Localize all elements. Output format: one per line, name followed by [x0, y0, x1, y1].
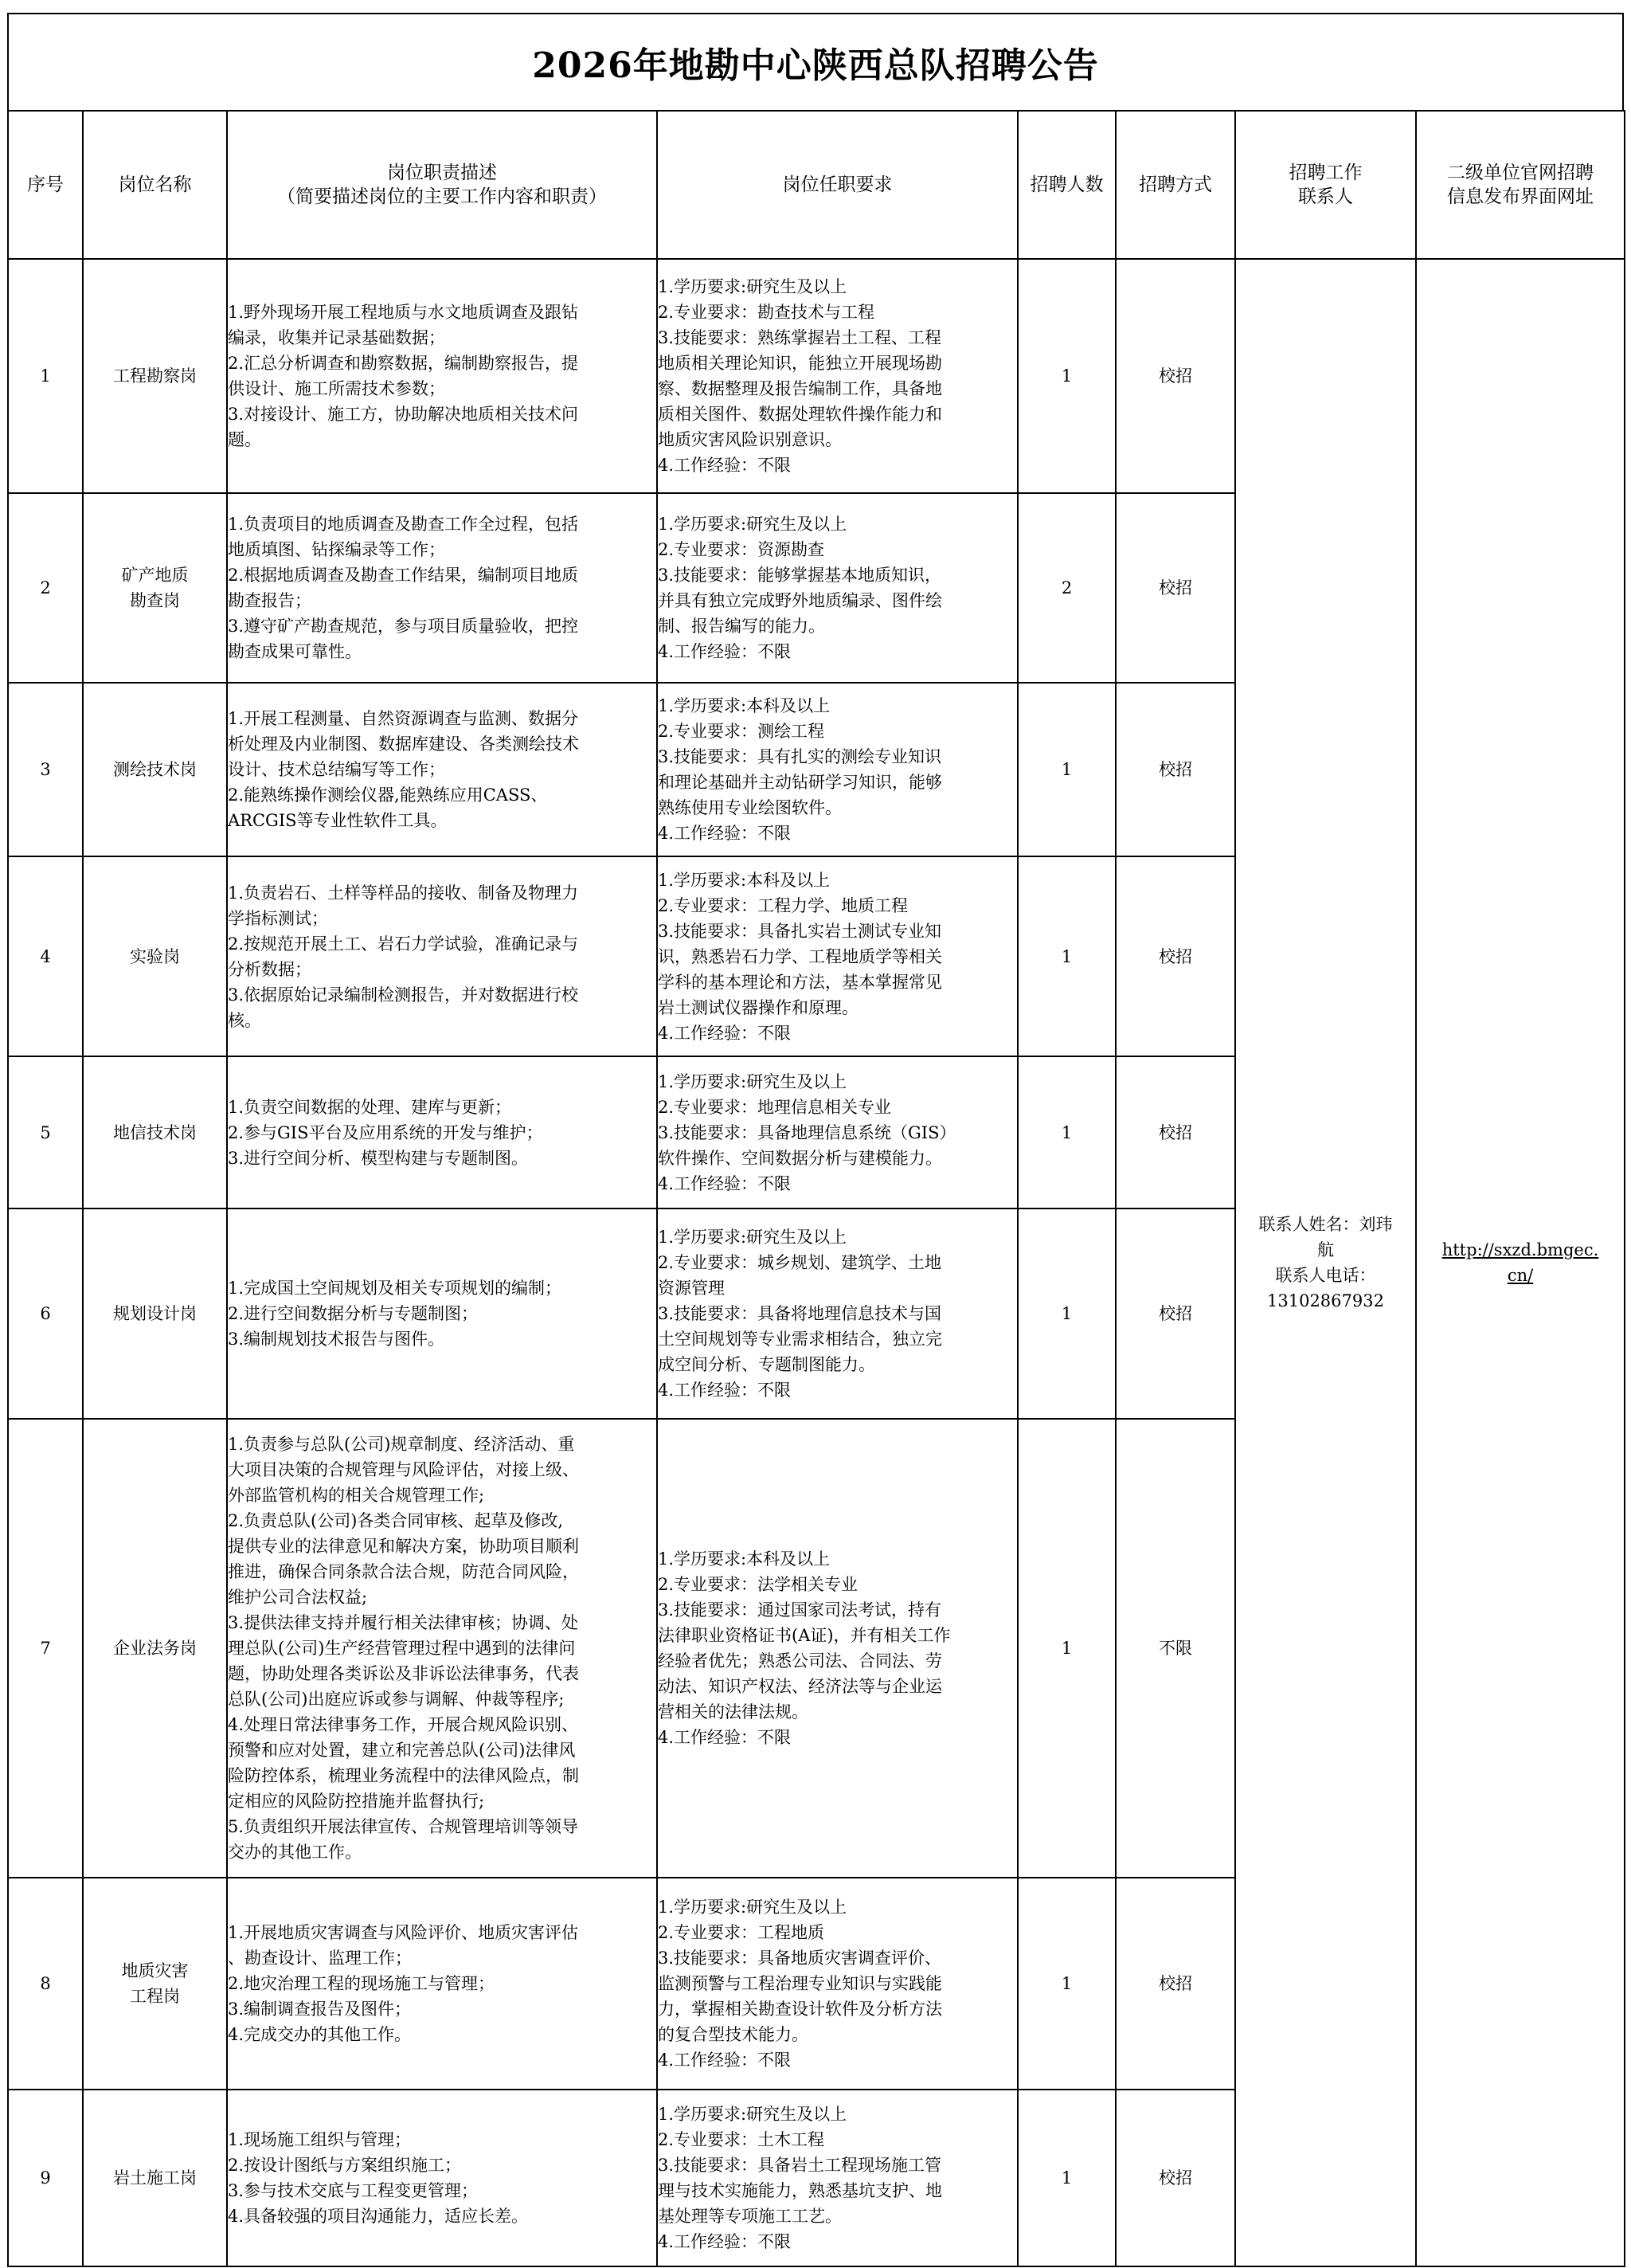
requirement-line: 1.学历要求:本科及以上 — [658, 696, 831, 715]
description-line: 大项目决策的合规管理与风险评估，对接上级、 — [228, 1460, 579, 1479]
requirement-line: 3.技能要求：具备将地理信息技术与国 — [658, 1304, 942, 1323]
cell-description — [227, 683, 657, 856]
requirement-line: 1.学历要求:研究生及以上 — [658, 1071, 847, 1091]
cell-method: 校招 — [1116, 2090, 1235, 2266]
cell-method: 校招 — [1116, 856, 1235, 1056]
description-line: 1.现场施工组织与管理； — [228, 2130, 412, 2149]
description-line: 2.负责总队(公司)各类合同审核、起草及修改, — [228, 1511, 564, 1530]
description-line: 2.参与GIS平台及应用系统的开发与维护； — [228, 1122, 543, 1142]
description-line: 预警和应对处置，建立和完善总队(公司)法律风 — [228, 1741, 576, 1760]
contact-line: 航 — [1317, 1240, 1334, 1259]
description-line: 3.对接设计、施工方，协助解决地质相关技术问 — [228, 405, 579, 424]
description-line: 提供专业的法律意见和解决方案，协助项目顺利 — [228, 1537, 579, 1556]
requirement-line: 识，熟悉岩石力学、工程地质学等相关 — [658, 946, 942, 966]
cell-position-name — [83, 1208, 227, 1419]
description-line: 3.遵守矿产勘查规范，参与项目质量验收，把控 — [228, 617, 579, 636]
requirement-line: 3.技能要求：具有扎实的测绘专业知识 — [658, 747, 942, 766]
cell-requirements — [657, 856, 1018, 1056]
header-seq: 序号 — [8, 111, 83, 259]
description-line: 5.负责组织开展法律宣传、合规管理培训等领导 — [228, 1817, 579, 1836]
requirement-line: 理与技术实施能力，熟悉基坑支护、地 — [658, 2181, 942, 2200]
requirement-line: 学科的基本理论和方法，基本掌握常见 — [658, 972, 942, 992]
cell-position-name — [83, 1878, 227, 2090]
requirement-line: 2.专业要求：勘查技术与工程 — [658, 303, 875, 322]
requirement-line: 地质相关理论知识，能独立开展现场勘 — [658, 354, 942, 373]
requirement-line: 3.技能要求：具备地质灾害调查评价、 — [658, 1949, 942, 1968]
cell-seq: 4 — [8, 856, 83, 1056]
description-line: 题。 — [228, 430, 261, 449]
description-line: 定相应的风险防控措施并监督执行; — [228, 1792, 485, 1811]
cell-description — [227, 2090, 657, 2266]
cell-seq: 7 — [8, 1419, 83, 1878]
description-line: 供设计、施工所需技术参数； — [228, 379, 445, 398]
header-requirements: 岗位任职要求 — [657, 111, 1018, 259]
requirement-line: 资源管理 — [658, 1279, 725, 1298]
position-name-line: 测绘技术岗 — [113, 760, 197, 779]
requirement-line: 4.工作经验：不限 — [658, 2051, 792, 2070]
cell-seq: 8 — [8, 1878, 83, 2090]
requirement-line: 3.技能要求：熟练掌握岩土工程、工程 — [658, 328, 942, 347]
description-line: 学指标测试； — [228, 908, 328, 928]
description-line: 勘查报告； — [228, 591, 311, 610]
description-line: 4.完成交办的其他工作。 — [228, 2025, 412, 2044]
cell-requirements — [657, 1208, 1018, 1419]
cell-count: 1 — [1018, 259, 1116, 493]
position-name-line: 矿产地质 — [121, 566, 189, 585]
description-line: 核。 — [228, 1010, 261, 1030]
cell-seq: 6 — [8, 1208, 83, 1419]
requirement-line: 1.学历要求:研究生及以上 — [658, 2105, 847, 2124]
cell-count: 1 — [1018, 2090, 1116, 2266]
description-line: 1.负责参与总队(公司)规章制度、经济活动、重 — [228, 1435, 575, 1454]
cell-count: 1 — [1018, 1878, 1116, 2090]
requirement-line: 熟练使用专业绘图软件。 — [658, 798, 842, 817]
description-line: 2.按设计图纸与方案组织施工； — [228, 2156, 462, 2175]
requirement-line: 4.工作经验：不限 — [658, 1728, 792, 1747]
cell-method: 校招 — [1116, 259, 1235, 493]
recruitment-table — [7, 110, 1625, 2267]
description-line: 4.具备较强的项目沟通能力，适应长差。 — [228, 2207, 529, 2226]
description-line: 1.野外现场开展工程地质与水文地质调查及跟钻 — [228, 303, 579, 322]
requirement-line: 营相关的法律法规。 — [658, 1702, 808, 1722]
description-line: 编录，收集并记录基础数据； — [228, 328, 445, 347]
position-name-line: 实验岗 — [130, 946, 180, 966]
table-header-row — [8, 111, 1625, 259]
cell-seq: 3 — [8, 683, 83, 856]
description-line: 、勘查设计、监理工作； — [228, 1949, 412, 1968]
description-line: 1.负责岩石、土样等样品的接收、制备及物理力 — [228, 883, 579, 903]
table-row — [8, 259, 1625, 493]
website-link-line: http://sxzd.bmgec. — [1441, 1240, 1599, 1259]
cell-description — [227, 493, 657, 683]
header-contact — [1235, 111, 1416, 259]
contact-line: 联系人电话： — [1275, 1266, 1376, 1285]
header-description-line: （简要描述岗位的主要工作内容和职责） — [277, 186, 607, 207]
cell-position-name — [83, 259, 227, 493]
position-name-line: 工程勘察岗 — [113, 366, 197, 386]
cell-count: 1 — [1018, 683, 1116, 856]
header-count: 招聘人数 — [1018, 111, 1116, 259]
description-line: 1.负责项目的地质调查及勘查工作全过程，包括 — [228, 515, 579, 534]
cell-position-name — [83, 683, 227, 856]
cell-requirements — [657, 493, 1018, 683]
description-line: 推进，确保合同条款合法合规，防范合同风险， — [228, 1562, 579, 1581]
requirement-line: 4.工作经验：不限 — [658, 1173, 792, 1193]
requirement-line: 软件操作、空间数据分析与建模能力。 — [658, 1148, 942, 1168]
requirement-line: 成空间分析、专题制图能力。 — [658, 1355, 875, 1374]
requirement-line: 2.专业要求：城乡规划、建筑学、土地 — [658, 1253, 942, 1272]
recruitment-website-link[interactable] — [1417, 1237, 1624, 1288]
cell-position-name — [83, 1419, 227, 1878]
requirement-line: 动法、知识产权法、经济法等与企业运 — [658, 1677, 942, 1696]
position-name-line: 工程岗 — [130, 1987, 180, 2006]
description-line: 2.根据地质调查及勘查工作结果，编制项目地质 — [228, 566, 579, 585]
requirement-line: 2.专业要求：测绘工程 — [658, 722, 825, 741]
cell-requirements — [657, 1419, 1018, 1878]
cell-description — [227, 1056, 657, 1208]
cell-description — [227, 1208, 657, 1419]
cell-description — [227, 856, 657, 1056]
requirement-line: 4.工作经验：不限 — [658, 1381, 792, 1400]
cell-method: 不限 — [1116, 1419, 1235, 1878]
requirement-line: 质相关图件、数据处理软件操作能力和 — [658, 405, 942, 424]
cell-contact — [1235, 259, 1416, 2266]
cell-description — [227, 1419, 657, 1878]
header-description — [227, 111, 657, 259]
requirement-line: 4.工作经验：不限 — [658, 642, 792, 661]
contact-line: 13102867932 — [1267, 1291, 1384, 1310]
description-line: 地质填图、钻探编录等工作； — [228, 540, 445, 559]
description-line: 设计、技术总结编写等工作； — [228, 760, 445, 779]
requirement-line: 2.专业要求：工程地质 — [658, 1923, 825, 1942]
requirement-line: 4.工作经验：不限 — [658, 2232, 792, 2251]
position-name-line: 勘查岗 — [130, 591, 180, 610]
requirement-line: 1.学历要求:研究生及以上 — [658, 277, 847, 296]
description-line: 3.编制调查报告及图件； — [228, 2000, 412, 2019]
requirement-line: 1.学历要求:研究生及以上 — [658, 1228, 847, 1247]
cell-seq: 5 — [8, 1056, 83, 1208]
requirement-line: 1.学历要求:研究生及以上 — [658, 515, 847, 534]
cell-count: 1 — [1018, 856, 1116, 1056]
description-line: 险防控体系，梳理业务流程中的法律风险点，制 — [228, 1766, 579, 1785]
requirement-line: 并具有独立完成野外地质编录、图件绘 — [658, 591, 942, 610]
requirement-line: 地质灾害风险识别意识。 — [658, 430, 842, 449]
cell-method: 校招 — [1116, 1208, 1235, 1419]
requirement-line: 和理论基础并主动钻研学习知识，能够 — [658, 773, 942, 792]
requirement-line: 3.技能要求：具备扎实岩土测试专业知 — [658, 921, 942, 941]
header-contact-line: 联系人 — [1298, 186, 1353, 207]
description-line: 4.处理日常法律事务工作，开展合规风险识别、 — [228, 1715, 579, 1734]
cell-method: 校招 — [1116, 493, 1235, 683]
cell-count: 2 — [1018, 493, 1116, 683]
requirement-line: 3.技能要求：具备岩土工程现场施工管 — [658, 2156, 942, 2175]
requirement-line: 力，掌握相关勘查设计软件及分析方法 — [658, 2000, 942, 2019]
page-title: 2026年地勘中心陕西总队招聘公告 — [7, 13, 1624, 110]
description-line: ARCGIS等专业性软件工具。 — [228, 811, 448, 830]
description-line: 交办的其他工作。 — [228, 1843, 362, 1862]
description-line: 勘查成果可靠性。 — [228, 642, 362, 661]
requirement-line: 2.专业要求：土木工程 — [658, 2130, 825, 2149]
cell-position-name — [83, 856, 227, 1056]
requirement-line: 经验者优先；熟悉公司法、合同法、劳 — [658, 1651, 942, 1671]
cell-requirements — [657, 1056, 1018, 1208]
description-line: 外部监管机构的相关合规管理工作; — [228, 1486, 485, 1505]
requirement-line: 4.工作经验：不限 — [658, 824, 792, 843]
requirement-line: 监测预警与工程治理专业知识与实践能 — [658, 1974, 942, 1993]
header-website — [1416, 111, 1625, 259]
cell-count: 1 — [1018, 1056, 1116, 1208]
requirement-line: 法律职业资格证书(A证)，并有相关工作 — [658, 1626, 951, 1645]
header-position-name: 岗位名称 — [83, 111, 227, 259]
header-contact-line: 招聘工作 — [1289, 163, 1363, 183]
requirement-line: 土空间规划等专业需求相结合，独立完 — [658, 1330, 942, 1349]
contact-line: 联系人姓名：刘玮 — [1258, 1215, 1393, 1234]
requirement-line: 基处理等专项施工工艺。 — [658, 2207, 842, 2226]
description-line: 1.负责空间数据的处理、建库与更新； — [228, 1097, 512, 1117]
position-name-line: 地信技术岗 — [113, 1122, 197, 1142]
description-line: 1.完成国土空间规划及相关专项规划的编制； — [228, 1279, 562, 1298]
cell-seq: 9 — [8, 2090, 83, 2266]
header-website-line: 信息发布界面网址 — [1447, 186, 1594, 207]
description-line: 2.汇总分析调查和勘察数据，编制勘察报告，提 — [228, 354, 579, 373]
cell-method: 校招 — [1116, 1056, 1235, 1208]
requirement-line: 4.工作经验：不限 — [658, 456, 792, 475]
cell-position-name — [83, 1056, 227, 1208]
description-line: 2.按规范开展土工、岩石力学试验，准确记录与 — [228, 934, 579, 954]
requirement-line: 1.学历要求:本科及以上 — [658, 870, 831, 890]
description-line: 1.开展地质灾害调查与风险评价、地质灾害评估 — [228, 1923, 579, 1942]
website-link-line: cn/ — [1507, 1266, 1534, 1285]
description-line: 3.进行空间分析、模型构建与专题制图。 — [228, 1148, 529, 1168]
header-website-line: 二级单位官网招聘 — [1447, 163, 1594, 183]
description-line: 3.依据原始记录编制检测报告，并对数据进行校 — [228, 985, 579, 1005]
cell-method: 校招 — [1116, 1878, 1235, 2090]
description-line: 1.开展工程测量、自然资源调查与监测、数据分 — [228, 709, 579, 728]
position-name-line: 地质灾害 — [121, 1961, 189, 1980]
cell-count: 1 — [1018, 1419, 1116, 1878]
description-line: 析处理及内业制图、数据库建设、各类测绘技术 — [228, 734, 579, 754]
header-method: 招聘方式 — [1116, 111, 1235, 259]
position-name-line: 企业法务岗 — [113, 1639, 197, 1658]
cell-seq: 2 — [8, 493, 83, 683]
position-name-line: 规划设计岗 — [113, 1304, 197, 1323]
description-line: 3.编制规划技术报告与图件。 — [228, 1330, 445, 1349]
cell-position-name — [83, 2090, 227, 2266]
requirement-line: 2.专业要求：资源勘查 — [658, 540, 825, 559]
description-line: 3.提供法律支持并履行相关法律审核；协调、处 — [228, 1613, 579, 1632]
header-description-line: 岗位职责描述 — [387, 163, 497, 183]
table-body — [8, 259, 1625, 2266]
description-line: 2.地灾治理工程的现场施工与管理； — [228, 1974, 495, 1993]
requirement-line: 岩土测试仪器操作和原理。 — [658, 997, 859, 1017]
description-line: 3.参与技术交底与工程变更管理； — [228, 2181, 479, 2200]
cell-description — [227, 1878, 657, 2090]
description-line: 题，协助处理各类诉讼及非诉讼法律事务，代表 — [228, 1664, 579, 1683]
cell-website — [1416, 259, 1625, 2266]
description-line: 2.能熟练操作测绘仪器,能熟练应用CASS、 — [228, 785, 548, 805]
cell-requirements — [657, 683, 1018, 856]
cell-count: 1 — [1018, 1208, 1116, 1419]
description-line: 维护公司合法权益; — [228, 1588, 368, 1607]
cell-method: 校招 — [1116, 683, 1235, 856]
requirement-line: 2.专业要求：工程力学、地质工程 — [658, 895, 909, 915]
requirement-line: 4.工作经验：不限 — [658, 1023, 792, 1043]
cell-requirements — [657, 259, 1018, 493]
requirement-line: 察、数据整理及报告编制工作，具备地 — [658, 379, 942, 398]
cell-position-name — [83, 493, 227, 683]
description-line: 理总队(公司)生产经营管理过程中遇到的法律问 — [228, 1639, 576, 1658]
requirement-line: 3.技能要求：能够掌握基本地质知识， — [658, 566, 942, 585]
cell-requirements — [657, 2090, 1018, 2266]
requirement-line: 的复合型技术能力。 — [658, 2025, 808, 2044]
cell-requirements — [657, 1878, 1018, 2090]
description-line: 分析数据； — [228, 959, 311, 979]
requirement-line: 3.技能要求：通过国家司法考试，持有 — [658, 1600, 942, 1620]
description-line: 总队(公司)出庭应诉或参与调解、仲裁等程序; — [228, 1690, 565, 1709]
position-name-line: 岩土施工岗 — [113, 2168, 197, 2188]
requirement-line: 2.专业要求：法学相关专业 — [658, 1575, 859, 1594]
requirement-line: 2.专业要求：地理信息相关专业 — [658, 1097, 892, 1117]
requirement-line: 1.学历要求:本科及以上 — [658, 1549, 831, 1569]
cell-description — [227, 259, 657, 493]
requirement-line: 制、报告编写的能力。 — [658, 617, 825, 636]
cell-seq: 1 — [8, 259, 83, 493]
requirement-line: 1.学历要求:研究生及以上 — [658, 1898, 847, 1917]
requirement-line: 3.技能要求：具备地理信息系统（GIS） — [658, 1122, 956, 1142]
description-line: 2.进行空间数据分析与专题制图； — [228, 1304, 479, 1323]
